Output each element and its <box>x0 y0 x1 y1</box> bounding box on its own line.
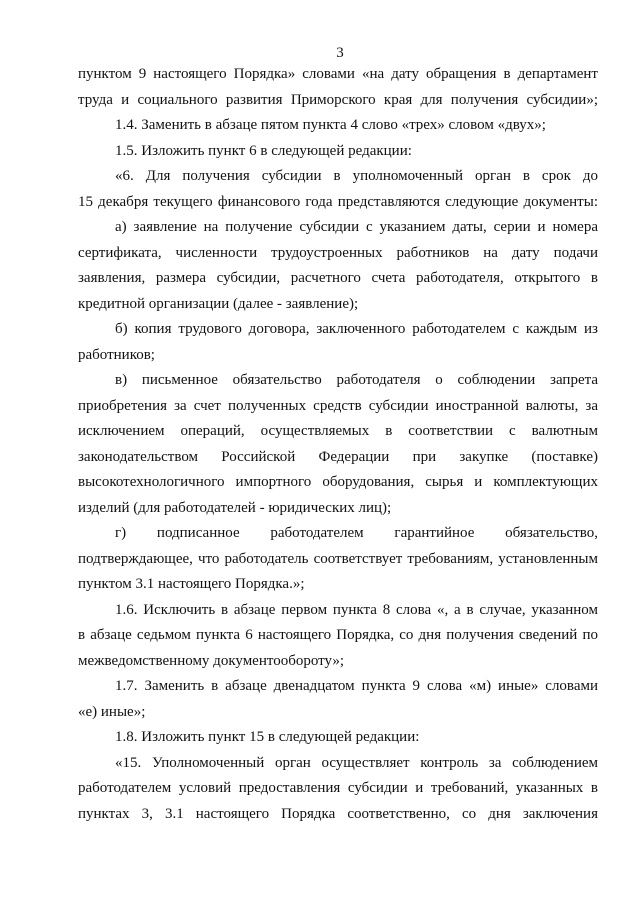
text-line: 1.8. Изложить пункт 15 в следующей редакции: <box>115 729 420 745</box>
text-line: изделий (для работодателей - юридических лиц); <box>78 499 392 516</box>
text-line: кредитной организации (далее - заявление); <box>78 295 359 312</box>
text-line: б) копия трудового договора, заключенного работодателем с каждым из <box>115 321 598 337</box>
text-line: заявления, размера субсидии, расчетного счета работодателя, открытого в <box>78 270 598 286</box>
text-line: работников; <box>78 346 155 363</box>
text-line: «15. Уполномоченный орган осуществляет контроль за соблюдением <box>115 754 598 771</box>
text-line: а) заявление на получение субсидии с указанием даты, серии и номера <box>115 219 598 235</box>
text-line: работодателем условий предоставления субсидии и требований, указанных в <box>78 780 598 796</box>
text-line: труда и социального развития Приморского края для получения субсидии»; <box>78 91 598 108</box>
text-line: законодательством Российской Федерации при закупке (поставке) <box>78 448 598 465</box>
text-line: 1.7. Заменить в абзаце двенадцатом пункта 9 слова «м) иные» словами <box>115 678 598 694</box>
text-line: в абзаце седьмом пункта 6 настоящего Порядка, со дня получения сведений по <box>78 627 598 643</box>
text-line: в) письменное обязательство работодателя о соблюдении запрета <box>115 372 598 388</box>
text-line: 1.5. Изложить пункт 6 в следующей редакции: <box>115 142 412 159</box>
text-line: 1.6. Исключить в абзаце первом пункта 8 слова «, а в случае, указанном <box>115 601 598 618</box>
text-line: 15 декабря текущего финансового года представляются следующие документы: <box>78 193 598 210</box>
text-line: г) подписанное работодателем гарантийное обязательство, <box>115 525 598 541</box>
text-line: пунктом 3.1 настоящего Порядка.»; <box>78 576 305 592</box>
text-line: «е) иные»; <box>78 703 146 720</box>
page-number: 3 <box>336 45 344 61</box>
text-line: сертификата, численности трудоустроенных работников на дату подачи <box>78 244 598 261</box>
text-line: пунктом 9 настоящего Порядка» словами «на дату обращения в департамент <box>78 66 598 82</box>
text-line: приобретения за счет полученных средств субсидии иностранной валюты, за <box>78 397 598 414</box>
text-line: пунктах 3, 3.1 настоящего Порядка соответственно, со дня заключения <box>78 805 598 822</box>
text-line: «6. Для получения субсидии в уполномоченный орган в срок до <box>115 168 598 184</box>
text-line: исключением операций, осуществляемых в соответствии с валютным <box>78 423 598 439</box>
document-body <box>78 62 598 827</box>
text-line: подтверждающее, что работодатель соответствует требованиям, установленным <box>78 550 598 567</box>
text-line: высокотехнологичного импортного оборудования, сырья и комплектующих <box>78 474 598 490</box>
text-line: межведомственному документообороту»; <box>78 652 345 669</box>
text-line: 1.4. Заменить в абзаце пятом пункта 4 слово «трех» словом «двух»; <box>115 117 546 133</box>
